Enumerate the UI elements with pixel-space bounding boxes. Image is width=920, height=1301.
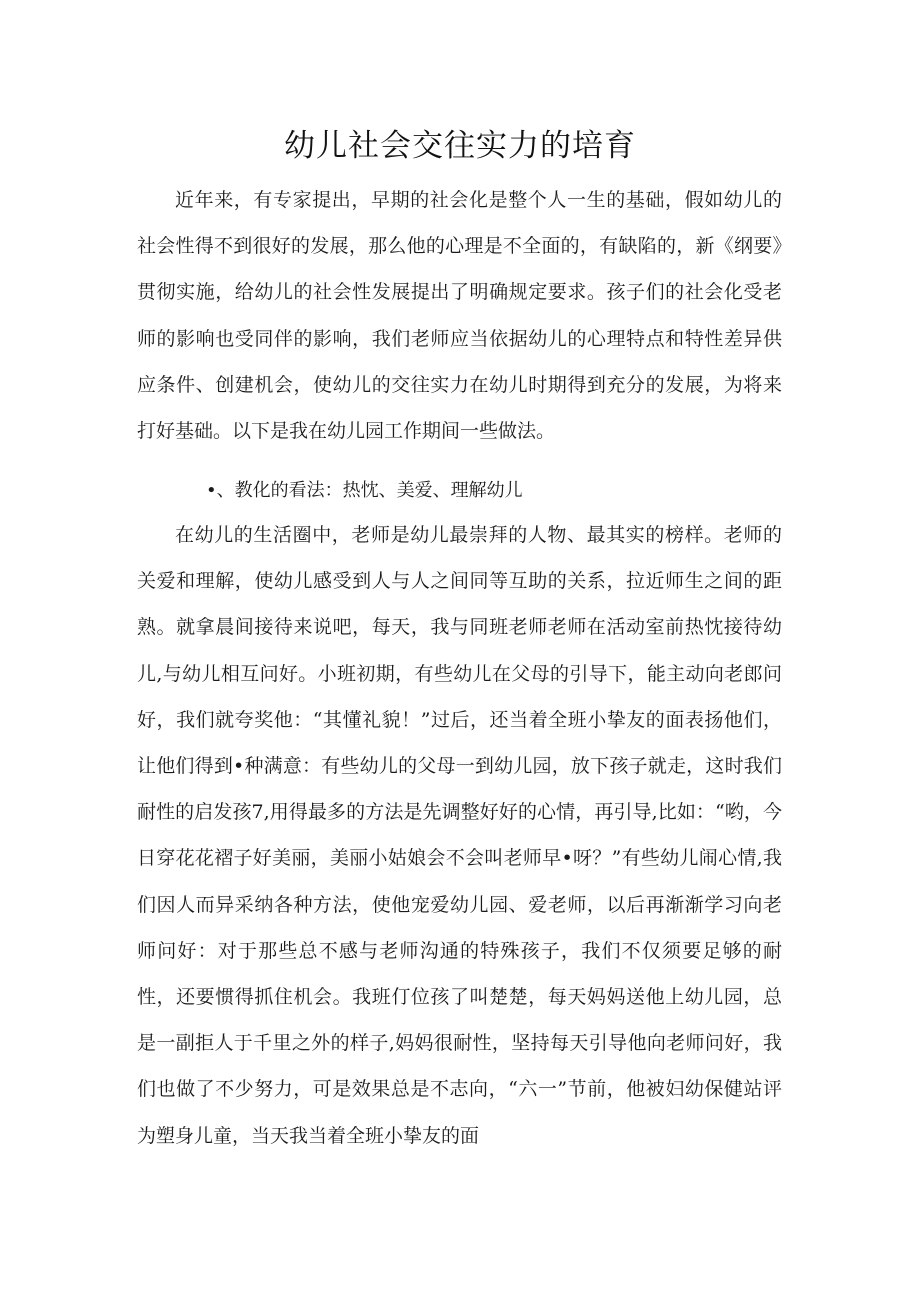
intro-paragraph: 近年来，有专家提出，早期的社会化是整个人一生的基础，假如幼儿的社会性得不到很好的发展，那么他的心理是不全面的，有缺陷的，新《纲要》贯彻实施，给幼儿的社会性发展提出了明确规定要求。孩子们的社会化受老师的影响也受同伴的影响，我们老师应当依据幼儿的心理特点和特性差异供应条件、创建机会，使幼儿的交往实力在幼儿时期得到充分的发展，为将来打好基础。以下是我在幼儿园工作期间一些做法。 — [137, 189, 782, 443]
document-title: 幼儿社会交往实力的培育 — [284, 128, 636, 164]
body-paragraph: 在幼儿的生活圈中，老师是幼儿最崇拜的人物、最其实的榜样。老师的关爱和理解，使幼儿感受到人与人之间同等互助的关系，拉近师生之间的距熟。就拿晨间接待来说吧，每天，我与同班老师老师在活动室前热忱接待幼儿,与幼儿相互问好。小班初期，有些幼儿在父母的引导下，能主动向老郎问好，我们就夸奖他：“其懂礼貌！”过后，还当着全班小挚友的面表扬他们，让他们得到•种满意：有些幼儿的父母一到幼儿园，放下孩子就走，这时我们耐性的启发孩7,用得最多的方法是先调整好好的心情，再引导,比如：“哟，今日穿花花褶子好美丽，美丽小姑娘会不会叫老师早•呀？”有些幼儿闹心情,我们因人而异采纳各种方法，使他宠爱幼儿园、爱老师，以后再渐渐学习向老师问好：对于那些总不感与老师沟通的特殊孩子，我们不仅须要足够的耐性，还要惯得抓住机会。我班仃位孩了叫楚楚，每天妈妈送他上幼儿园，总是一副拒人于千里之外的样子,妈妈很耐性，坚持每天引导他向老师问好，我们也做了不少努力，可是效果总是不志向，“六一”节前，他被妇幼保健站评为塑身儿童，当天我当着全班小挚友的面 — [137, 524, 782, 1147]
section-heading: •、教化的看法：热忱、美爱、理解幼儿 — [206, 480, 523, 501]
